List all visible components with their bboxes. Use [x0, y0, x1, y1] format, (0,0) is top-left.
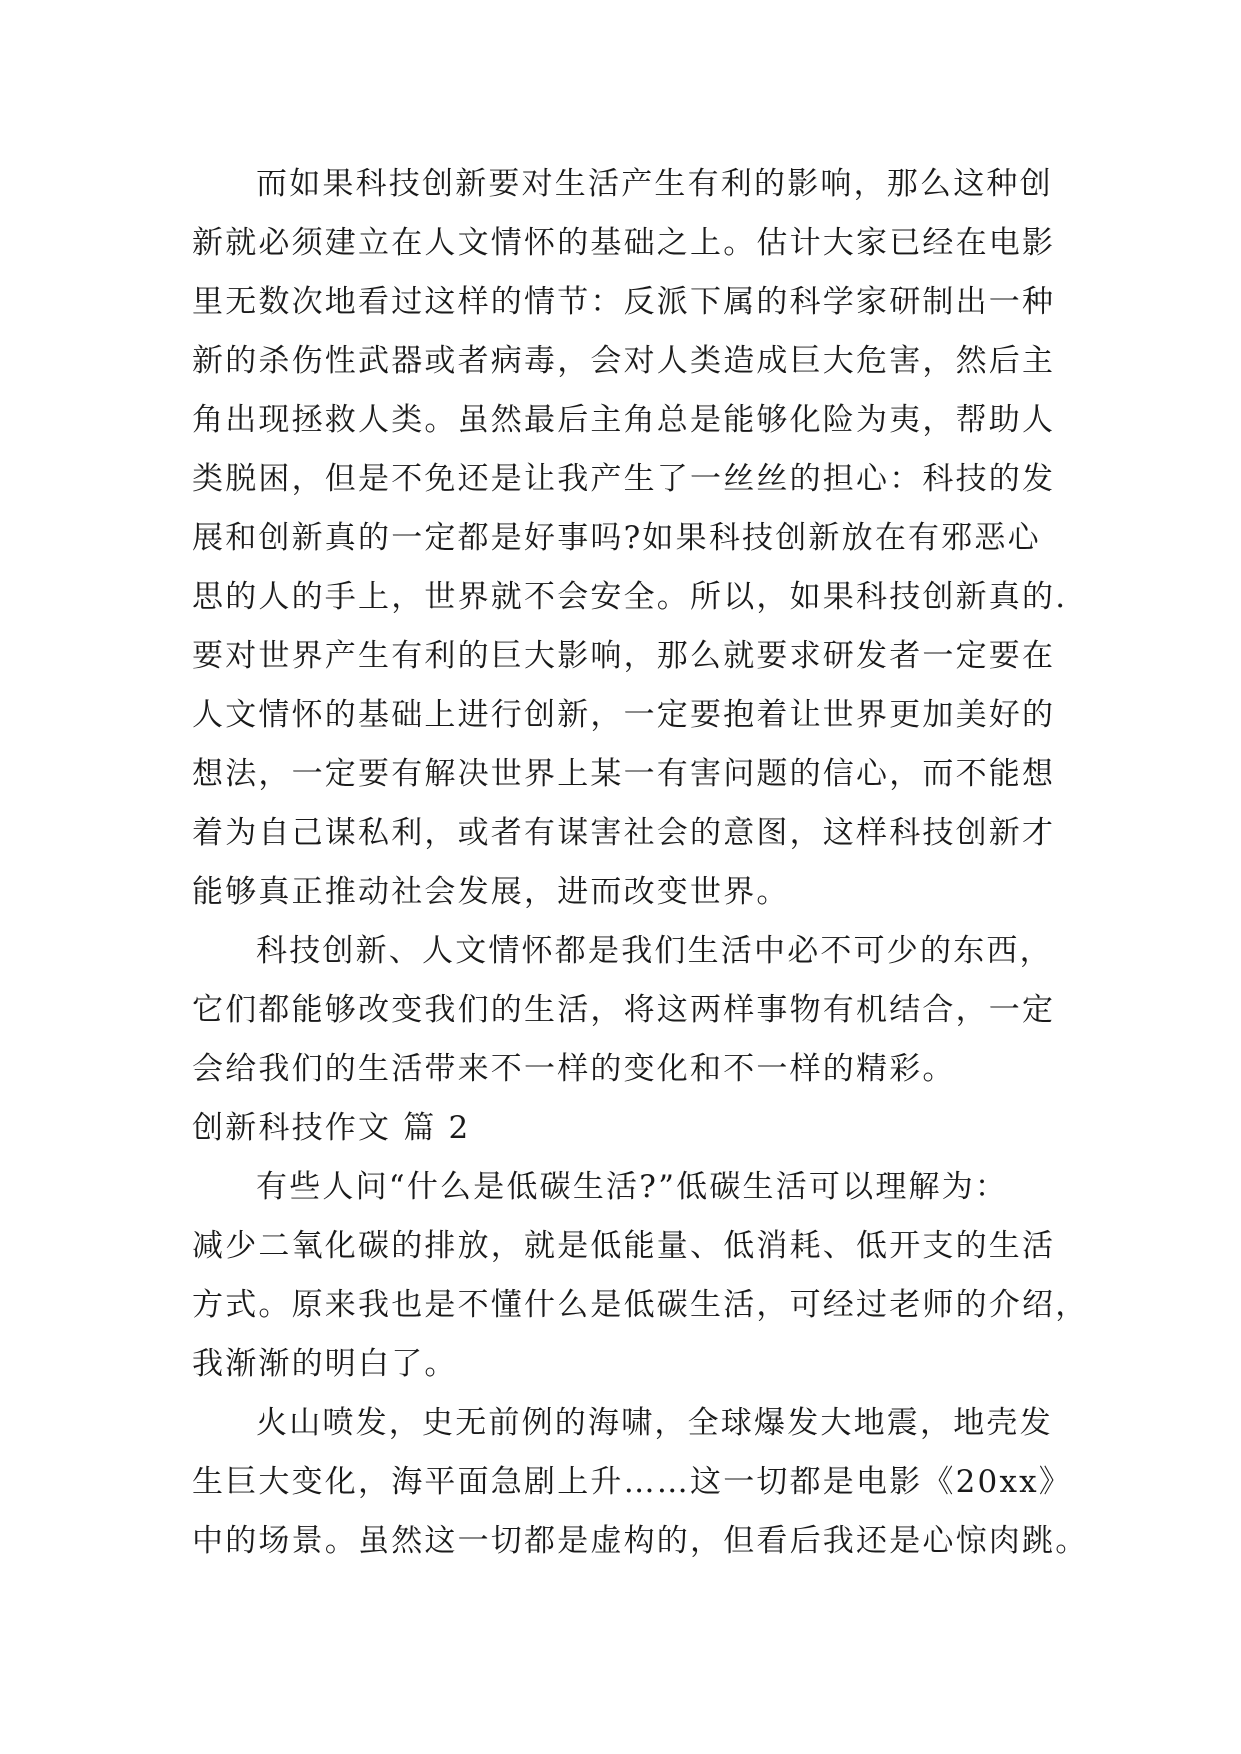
- text-line: 而如果科技创新要对生活产生有利的影响，那么这种创: [256, 166, 1053, 202]
- text-line: 生巨大变化，海平面急剧上升……这一切都是电影《20xx》: [192, 1464, 1073, 1500]
- text-line: 我渐渐的明白了。: [192, 1346, 458, 1382]
- text-line: 中的场景。虽然这一切都是虚构的，但看后我还是心惊肉跳。: [192, 1523, 1089, 1559]
- text-line: 火山喷发，史无前例的海啸，全球爆发大地震，地壳发: [256, 1405, 1053, 1441]
- text-line: 思的人的手上，世界就不会安全。所以，如果科技创新真的.: [192, 579, 1068, 615]
- paragraph-2: [192, 922, 1062, 1099]
- text-line: 新的杀伤性武器或者病毒，会对人类造成巨大危害，然后主: [192, 343, 1056, 379]
- text-line: 减少二氧化碳的排放，就是低能量、低消耗、低开支的生活: [192, 1228, 1056, 1264]
- text-line: 方式。原来我也是不懂什么是低碳生活，可经过老师的介绍，: [192, 1287, 1089, 1323]
- text-line: 人文情怀的基础上进行创新，一定要抱着让世界更加美好的: [192, 697, 1056, 733]
- text-line: 新就必须建立在人文情怀的基础之上。估计大家已经在电影: [192, 225, 1056, 261]
- text-line: 展和创新真的一定都是好事吗?如果科技创新放在有邪恶心: [192, 520, 1041, 556]
- text-line: 想法，一定要有解决世界上某一有害问题的信心，而不能想: [192, 756, 1056, 792]
- paragraph-1: [192, 155, 1068, 922]
- text-line: 里无数次地看过这样的情节：反派下属的科学家研制出一种: [192, 284, 1056, 320]
- text-line: 科技创新、人文情怀都是我们生活中必不可少的东西，: [256, 933, 1053, 969]
- section-heading: 创新科技作文 篇 2: [192, 1110, 471, 1146]
- paragraph-3: [192, 1158, 1089, 1394]
- text-line: 着为自己谋私利，或者有谋害社会的意图，这样科技创新才: [192, 815, 1056, 851]
- text-line: 能够真正推动社会发展，进而改变世界。: [192, 874, 790, 910]
- text-line: 有些人问“什么是低碳生活?”低碳生活可以理解为：: [256, 1169, 1009, 1205]
- paragraph-4: [192, 1394, 1089, 1571]
- document-body: [192, 155, 1089, 1571]
- text-line: 类脱困，但是不免还是让我产生了一丝丝的担心：科技的发: [192, 461, 1056, 497]
- text-line: 会给我们的生活带来不一样的变化和不一样的精彩。: [192, 1051, 956, 1087]
- text-line: 角出现拯救人类。虽然最后主角总是能够化险为夷，帮助人: [192, 402, 1056, 438]
- text-line: 它们都能够改变我们的生活，将这两样事物有机结合，一定: [192, 992, 1056, 1028]
- text-line: 要对世界产生有利的巨大影响，那么就要求研发者一定要在: [192, 638, 1056, 674]
